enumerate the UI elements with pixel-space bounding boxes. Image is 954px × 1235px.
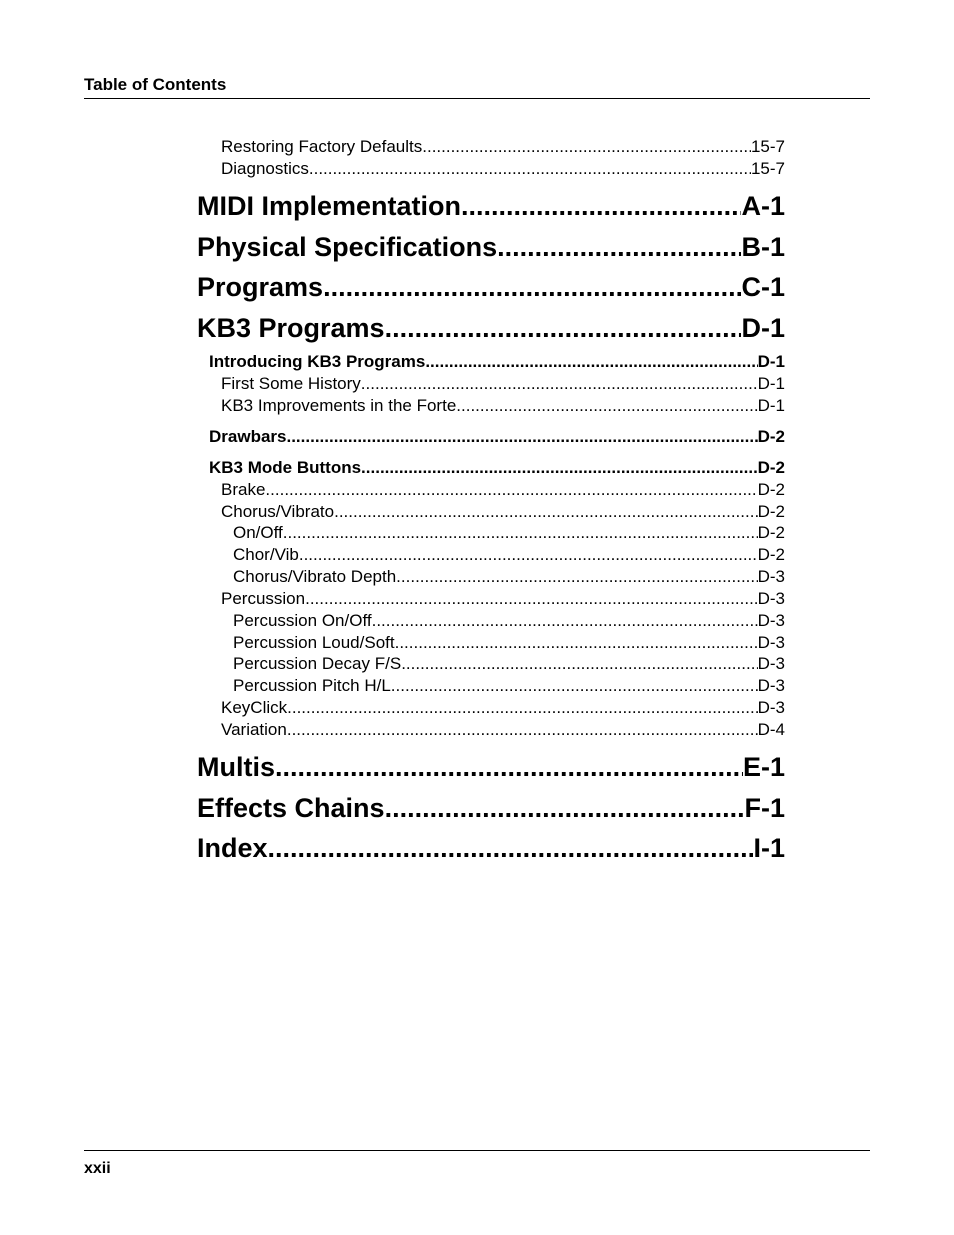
toc-leader	[396, 567, 757, 587]
toc-leader	[334, 502, 758, 522]
toc-entry[interactable]	[233, 654, 785, 674]
toc-leader	[265, 480, 757, 500]
toc-leader	[391, 676, 758, 696]
toc-chapter-page: F-1	[744, 793, 785, 823]
toc-entry[interactable]	[221, 698, 785, 718]
toc-leader	[425, 352, 757, 372]
toc-leader	[287, 698, 757, 718]
toc-section[interactable]	[209, 352, 785, 372]
toc-entry[interactable]	[233, 676, 785, 696]
toc-entry-page: D-3	[757, 589, 785, 608]
toc-chapter-label: Effects Chains	[197, 793, 385, 823]
toc-leader	[305, 589, 757, 609]
toc-section[interactable]	[209, 427, 785, 447]
toc-chapter-label: KB3 Programs	[197, 313, 385, 343]
toc-chapter[interactable]	[197, 271, 785, 303]
toc-section-label: KB3 Mode Buttons	[209, 458, 362, 477]
toc-section-page: D-2	[757, 427, 785, 446]
toc-chapter[interactable]	[197, 792, 785, 824]
toc-entry-label: KeyClick	[221, 698, 288, 717]
toc-entry-label: Variation	[221, 720, 287, 739]
toc-entry[interactable]	[233, 545, 785, 565]
toc-chapter-page: E-1	[742, 752, 785, 782]
toc-leader	[461, 190, 741, 222]
toc-leader	[385, 312, 742, 344]
toc-chapter-page: A-1	[741, 191, 785, 221]
header-title: Table of Contents	[84, 75, 227, 94]
toc-entry-page: D-3	[757, 676, 785, 695]
toc-chapter[interactable]	[197, 751, 785, 783]
toc-chapter[interactable]	[197, 832, 785, 864]
toc-leader	[395, 633, 758, 653]
toc-chapter-label: MIDI Implementation	[197, 191, 462, 221]
toc-entry[interactable]	[221, 502, 785, 522]
toc-chapter[interactable]	[197, 231, 785, 263]
toc-leader	[286, 427, 757, 447]
toc-chapter-page: B-1	[741, 232, 785, 262]
toc-entry-label: Diagnostics	[221, 159, 309, 178]
toc-entry-page: D-3	[757, 698, 785, 717]
toc-entry-label: Chorus/Vibrato	[221, 502, 335, 521]
toc-entry[interactable]	[233, 523, 785, 543]
toc-entry-label: Percussion Loud/Soft	[233, 633, 395, 652]
toc-entry-label: Percussion On/Off	[233, 611, 372, 630]
toc-entry[interactable]	[221, 159, 785, 179]
toc-entry-page: D-2	[757, 545, 785, 564]
toc-entry[interactable]	[221, 720, 785, 740]
toc-entry-label: Restoring Factory Defaults	[221, 137, 423, 156]
toc-section-page: D-2	[757, 458, 785, 477]
toc-leader	[497, 231, 741, 263]
toc-entry-label: Brake	[221, 480, 266, 499]
toc-chapter-label: Index	[197, 833, 268, 863]
toc-entry-label: Percussion Decay F/S	[233, 654, 402, 673]
toc-leader	[309, 159, 751, 179]
toc-leader	[283, 523, 758, 543]
toc-entry-label: Chorus/Vibrato Depth	[233, 567, 397, 586]
toc-leader	[299, 545, 758, 565]
toc-entry[interactable]	[221, 374, 785, 394]
toc-chapter[interactable]	[197, 190, 785, 222]
toc-leader	[456, 396, 757, 416]
toc-entry-label: First Some History	[221, 374, 361, 393]
toc-chapter[interactable]	[197, 312, 785, 344]
toc-entry[interactable]	[221, 480, 785, 500]
toc-section-label: Drawbars	[209, 427, 287, 446]
toc-section-page: D-1	[757, 352, 785, 371]
toc-entry-page: D-3	[757, 654, 785, 673]
toc-entry-page: 15-7	[750, 159, 785, 178]
toc-entry-page: D-3	[757, 611, 785, 630]
toc-entry[interactable]	[233, 611, 785, 631]
footer-rule	[84, 1150, 870, 1151]
toc-entry-label: Percussion Pitch H/L	[233, 676, 391, 695]
toc-entry-page: D-2	[757, 480, 785, 499]
toc-entry-page: D-2	[757, 523, 785, 542]
footer-page-number: xxii	[84, 1160, 111, 1177]
toc-chapter-label: Physical Specifications	[197, 232, 498, 262]
toc-leader	[287, 720, 758, 740]
toc-entry[interactable]	[233, 633, 785, 653]
toc-leader	[361, 458, 758, 478]
toc-chapter-label: Programs	[197, 272, 324, 302]
toc-entry-page: D-2	[757, 502, 785, 521]
toc-chapter-page: D-1	[741, 313, 785, 343]
toc-leader	[323, 271, 741, 303]
toc-chapter-page: C-1	[741, 272, 785, 302]
toc-chapter-label: Multis	[197, 752, 275, 782]
toc-entry-page: D-1	[757, 374, 785, 393]
toc-entry[interactable]	[233, 567, 785, 587]
toc-leader	[275, 751, 743, 783]
toc-entry-label: Chor/Vib	[233, 545, 299, 564]
toc-entry[interactable]	[221, 589, 785, 609]
toc-leader	[372, 611, 758, 631]
toc-section[interactable]	[209, 458, 785, 478]
toc-leader	[422, 137, 751, 157]
toc-leader	[361, 374, 758, 394]
toc-entry-page: D-3	[757, 633, 785, 652]
toc-section-label: Introducing KB3 Programs	[209, 352, 426, 371]
toc-chapter-page: I-1	[753, 833, 785, 863]
toc-leader	[268, 832, 754, 864]
toc-entry-label: KB3 Improvements in the Forte	[221, 396, 457, 415]
toc-entry-page: D-1	[757, 396, 785, 415]
toc-entry-page: D-4	[757, 720, 785, 739]
toc-entry-page: D-3	[757, 567, 785, 586]
toc-entry-label: Percussion	[221, 589, 306, 608]
toc-entry-page: 15-7	[750, 137, 785, 156]
toc-entry[interactable]	[221, 396, 785, 416]
toc-entry-label: On/Off	[233, 523, 283, 542]
toc-leader	[385, 792, 745, 824]
toc-leader	[401, 654, 757, 674]
toc-entry[interactable]	[221, 137, 785, 157]
